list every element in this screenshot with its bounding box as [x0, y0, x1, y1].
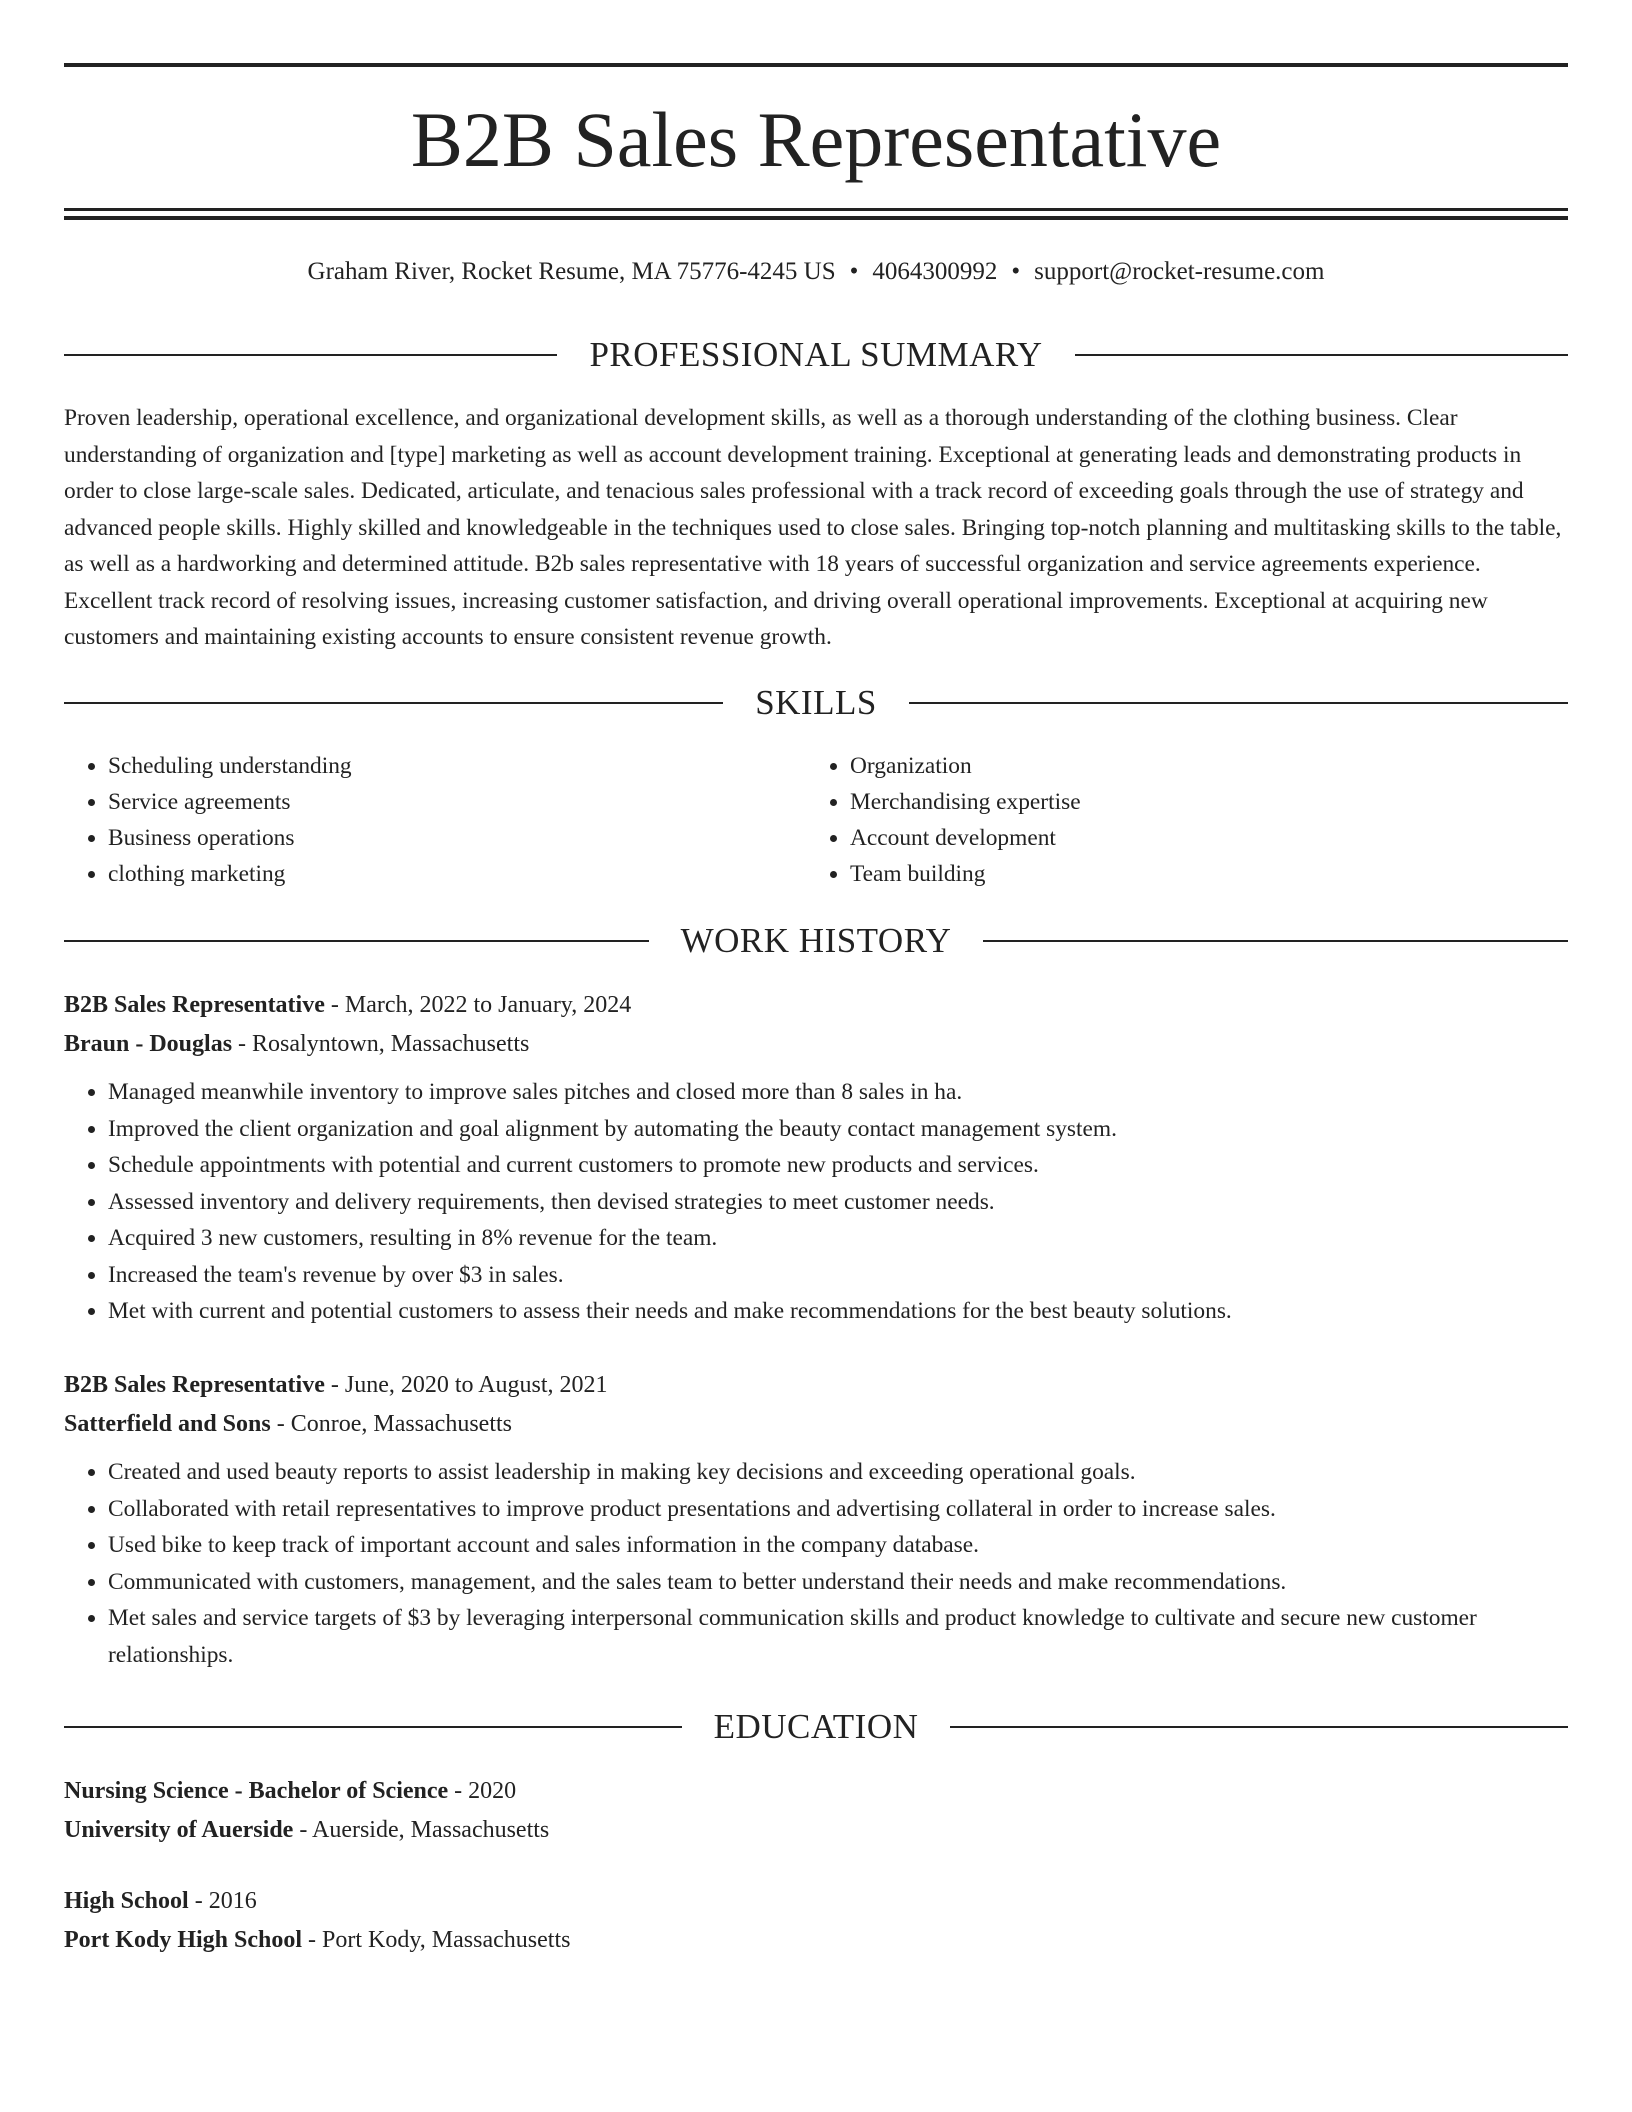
job-bullet: • Met with current and potential customers to assess their needs and make recommendations for the best beauty solutions.	[108, 1293, 1568, 1330]
job-entry	[64, 986, 1568, 1330]
skills-heading	[64, 681, 1568, 725]
education-heading	[64, 1705, 1568, 1749]
job-company: Satterfield and Sons	[64, 1411, 271, 1437]
heading-rule-left	[64, 354, 557, 356]
job-dates: - June, 2020 to August, 2021	[324, 1372, 608, 1398]
skill-item: • Organization	[850, 748, 1548, 784]
job-bullet: • Created and used beauty reports to assist leadership in making key decisions and exceeding operational goals.	[108, 1454, 1568, 1491]
job-bullet: • Communicated with customers, management, and the sales team to better understand their needs and make recommendations.	[108, 1564, 1568, 1601]
skills-column-right	[806, 748, 1548, 892]
skill-item: • Account development	[850, 820, 1548, 856]
education-degree: Nursing Science - Bachelor of Science	[64, 1778, 449, 1804]
skill-item: • Merchandising expertise	[850, 784, 1548, 820]
job-bullet: • Schedule appointments with potential and current customers to promote new products and services.	[108, 1147, 1568, 1184]
education-degree-line	[64, 1882, 1568, 1921]
job-bullet: • Met sales and service targets of $3 by leveraging interpersonal communication skills and product knowledge to cultivate and secure new customer relationships.	[108, 1600, 1568, 1673]
education-year: - 2016	[188, 1888, 257, 1914]
work-heading	[64, 919, 1568, 963]
heading-rule-right	[950, 1726, 1568, 1728]
summary-title: PROFESSIONAL SUMMARY	[589, 335, 1043, 374]
job-bullet: • Assessed inventory and delivery requirements, then devised strategies to meet customer needs.	[108, 1184, 1568, 1221]
job-bullets	[64, 1074, 1568, 1330]
education-degree: High School	[64, 1888, 189, 1914]
job-location: - Conroe, Massachusetts	[270, 1411, 512, 1437]
heading-rule-right	[1075, 354, 1568, 356]
work-title: WORK HISTORY	[680, 921, 952, 960]
education-school: University of Auerside	[64, 1817, 294, 1843]
job-bullet: • Used bike to keep track of important account and sales information in the company database.	[108, 1527, 1568, 1564]
job-entry	[64, 1366, 1568, 1673]
skill-item: • Team building	[850, 856, 1548, 892]
job-title-line	[64, 986, 1568, 1025]
education-school-line	[64, 1921, 1568, 1960]
contact-address: Graham River, Rocket Resume, MA 75776-4245 US	[307, 258, 836, 285]
skills-list	[64, 748, 1568, 892]
job-company-line	[64, 1025, 1568, 1064]
skills-column-left	[64, 748, 806, 892]
job-title: B2B Sales Representative	[64, 992, 325, 1018]
education-location: - Auerside, Massachusetts	[293, 1817, 550, 1843]
job-company-line	[64, 1405, 1568, 1444]
job-bullets	[64, 1454, 1568, 1673]
education-year: - 2020	[448, 1778, 517, 1804]
job-bullet: • Improved the client organization and goal alignment by automating the beauty contact management system.	[108, 1111, 1568, 1148]
contact-line	[64, 252, 1568, 292]
job-bullet: • Managed meanwhile inventory to improve sales pitches and closed more than 8 sales in ha.	[108, 1074, 1568, 1111]
education-title: EDUCATION	[713, 1707, 919, 1746]
contact-separator: •	[849, 258, 859, 285]
heading-rule-left	[64, 940, 649, 942]
title-double-rule	[64, 208, 1568, 220]
education-degree-line	[64, 1772, 1568, 1811]
education-entry	[64, 1882, 1568, 1960]
contact-email: support@rocket-resume.com	[1034, 258, 1325, 285]
education-school-line	[64, 1811, 1568, 1850]
resume-title: B2B Sales Representative	[410, 96, 1222, 183]
contact-separator: •	[1011, 258, 1021, 285]
job-bullet: • Collaborated with retail representatives to improve product presentations and advertising collateral in order to increase sales.	[108, 1491, 1568, 1528]
contact-phone: 4064300992	[872, 258, 998, 285]
top-rule	[64, 63, 1568, 67]
job-location: - Rosalyntown, Massachusetts	[232, 1031, 530, 1057]
skill-item: • clothing marketing	[108, 856, 806, 892]
heading-rule-right	[909, 702, 1568, 704]
job-dates: - March, 2022 to January, 2024	[324, 992, 632, 1018]
skill-item: • Scheduling understanding	[108, 748, 806, 784]
job-bullet: • Acquired 3 new customers, resulting in 8% revenue for the team.	[108, 1220, 1568, 1257]
job-title-line	[64, 1366, 1568, 1405]
education-entry	[64, 1772, 1568, 1850]
heading-rule-right	[983, 940, 1568, 942]
skill-item: • Service agreements	[108, 784, 806, 820]
skills-title: SKILLS	[755, 683, 877, 722]
summary-text: Proven leadership, operational excellence, and organizational development skills, as well as a thorough understanding of the clothing business. Clear understanding of organization and [type] marketing as well as account development training. Exceptional at generating leads and demonstrating products in order to close large-scale sales. Dedicated, articulate, and tenacious sales professional with a track record of exceeding goals through the use of strategy and advanced people skills. Highly skilled and knowledgeable in the techniques used to close sales. Bringing top-notch planning and multitasking skills to the table, as well as a hardworking and determined attitude. B2b sales representative with 18 years of successful organization and service agreements experience. Excellent track record of resolving issues, increasing customer satisfaction, and driving overall operational improvements. Exceptional at acquiring new customers and maintaining existing accounts to ensure consistent revenue growth.	[64, 405, 1562, 650]
job-title: B2B Sales Representative	[64, 1372, 325, 1398]
education-location: - Port Kody, Massachusetts	[302, 1927, 571, 1953]
heading-rule-left	[64, 1726, 682, 1728]
education-school: Port Kody High School	[64, 1927, 303, 1953]
skill-item: • Business operations	[108, 820, 806, 856]
heading-rule-left	[64, 702, 723, 704]
summary-heading	[64, 333, 1568, 377]
job-company: Braun - Douglas	[64, 1031, 233, 1057]
job-bullet: • Increased the team's revenue by over $3 in sales.	[108, 1257, 1568, 1294]
